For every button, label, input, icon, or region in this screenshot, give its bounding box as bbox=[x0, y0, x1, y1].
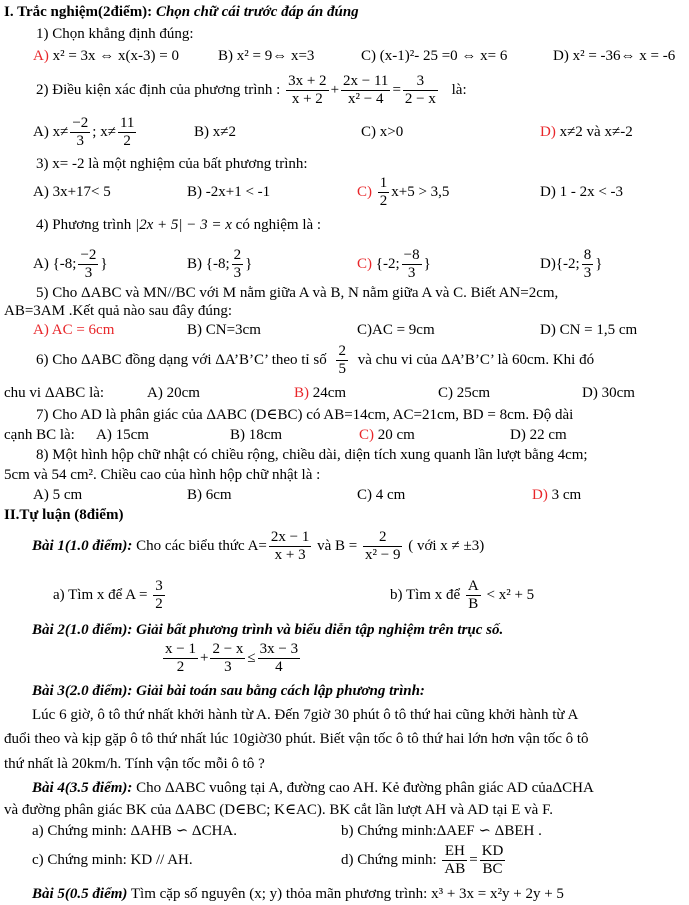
bai1-part-a bbox=[53, 573, 167, 617]
bai2-title: Bài 2(1.0 điểm): bbox=[32, 622, 133, 638]
bai1-a-num: 2x − 1 bbox=[270, 529, 310, 546]
q2-option-c: C) x>0 bbox=[361, 124, 404, 140]
bai2-inequality bbox=[161, 638, 302, 678]
q1-option-a bbox=[33, 47, 179, 65]
q2-f1-num: 3x + 2 bbox=[288, 73, 327, 90]
q2-fraction-3 bbox=[403, 73, 438, 108]
q6-num: 2 bbox=[338, 343, 346, 360]
q4-c-pre: {-2; bbox=[375, 256, 400, 272]
bai1-a-den: x + 3 bbox=[274, 547, 306, 564]
q6-option-c: C) 25cm bbox=[438, 385, 491, 401]
bai4-d-f1-num: EH bbox=[442, 843, 467, 861]
q6-option-d: D) 30cm bbox=[582, 385, 635, 401]
q2-a-f2-den: 2 bbox=[123, 133, 131, 150]
q4-c-den: 3 bbox=[407, 265, 416, 282]
q2-option-d-text: x≠2 và x≠-2 bbox=[559, 124, 633, 140]
q4-stem-post: có nghiệm là : bbox=[235, 217, 322, 233]
q8-option-c: C) 4 cm bbox=[357, 487, 406, 503]
bai2-f1 bbox=[163, 641, 198, 676]
bai1-pa-num: 3 bbox=[155, 578, 163, 595]
q1-option-b: B) x² = 9⇔ x=3 bbox=[218, 48, 315, 64]
bai4-p1: Cho ΔABC vuông tại A, đường cao AH. Kẻ đường phân giác AD củaΔCHA bbox=[136, 780, 594, 796]
bai1-cond: ( với x ≠ ±3) bbox=[408, 538, 485, 554]
bai3-text: Giải bài toán sau bằng cách lập phương trình: bbox=[136, 683, 425, 699]
bai1-mid: và B = bbox=[317, 538, 358, 554]
q3-c-num: 1 bbox=[379, 175, 388, 192]
bai2-plus: + bbox=[199, 650, 209, 666]
bai1-line bbox=[32, 524, 484, 568]
bai3-p3: thứ nhất là 20km/h. Tính vận tốc mỗi ô tô ? bbox=[4, 756, 265, 772]
bai1-pb-num: A bbox=[467, 578, 479, 595]
bai4-part-c: c) Chứng minh: KD // AH. bbox=[32, 852, 193, 868]
bai4-d-f1-den: AB bbox=[444, 861, 466, 878]
q1-stem: 1) Chọn khẳng định đúng: bbox=[36, 26, 194, 42]
bai1-pb-post: < x² + 5 bbox=[486, 587, 535, 603]
q4-b-pre: B) {-8; bbox=[187, 256, 230, 272]
bai3-title: Bài 3(2.0 điểm): bbox=[32, 683, 133, 699]
q4-a-den: 3 bbox=[84, 265, 93, 282]
q5-stem-2: AB=3AM .Kết quả nào sau đây đúng: bbox=[4, 303, 233, 319]
q6-line2: chu vi ΔABC là: bbox=[4, 385, 105, 401]
q6-den: 5 bbox=[338, 361, 346, 378]
bai4-part-d bbox=[341, 840, 507, 880]
bai1-b-frac bbox=[363, 529, 402, 564]
q3-stem: 3) x= -2 là một nghiệm của bất phương trình: bbox=[36, 156, 308, 172]
bai1-b-num: 2 bbox=[363, 529, 402, 547]
q4-d-den: 3 bbox=[583, 265, 592, 282]
q2-option-a-mid: ; x≠ bbox=[92, 124, 116, 140]
q7-stem-1: 7) Cho AD là phân giác của ΔABC (D∈BC) có AB=14cm, AC=21cm, BD = 8cm. Độ dài bbox=[36, 407, 574, 423]
q5-option-a: A) AC = 6cm bbox=[33, 322, 115, 338]
bai2-f2 bbox=[210, 641, 245, 676]
q2-option-a-frac2 bbox=[118, 115, 136, 150]
q2-option-d-letter: D) bbox=[540, 124, 556, 140]
bai4-d-f2 bbox=[480, 843, 506, 878]
q4-b-den: 3 bbox=[233, 265, 242, 282]
q2-a-f1-den: 3 bbox=[76, 133, 85, 150]
q3-option-c-letter: C) bbox=[357, 184, 372, 200]
bai4-d-f2-den: BC bbox=[482, 861, 503, 878]
q3-option-c-frac bbox=[378, 175, 390, 210]
q2-option-a-frac1 bbox=[70, 115, 90, 150]
q4-option-b bbox=[187, 244, 252, 284]
q6-option-a: A) 20cm bbox=[147, 385, 200, 401]
q2-option-d bbox=[540, 123, 633, 141]
bai1-pb-den: B bbox=[468, 596, 479, 613]
q4-option-c bbox=[357, 244, 431, 284]
q4-option-d bbox=[540, 244, 602, 284]
q4-c-num: −8 bbox=[403, 247, 420, 264]
q4-c-letter: C) bbox=[357, 256, 372, 272]
q4-a-frac bbox=[78, 247, 98, 282]
bai2-line bbox=[32, 621, 503, 639]
q2-stem: 2) Điều kiện xác định của phương trình : bbox=[36, 82, 281, 98]
q4-option-a bbox=[33, 244, 108, 284]
q7-option-c: C) 20 cm bbox=[359, 427, 415, 443]
bai5-title: Bài 5(0.5 điểm) bbox=[32, 886, 128, 902]
q6-ratio-frac bbox=[336, 343, 348, 378]
q5-stem-1: 5) Cho ΔABC và MN//BC với M nằm giữa A và B, N nằm giữa A và C. Biết AN=2cm, bbox=[36, 285, 559, 301]
q4-a-post: } bbox=[100, 256, 108, 272]
q4-stem-pre: 4) Phương trình bbox=[36, 217, 132, 233]
q3-option-a: A) 3x+17< 5 bbox=[33, 184, 111, 200]
bai4-d-f2-num: KD bbox=[481, 843, 504, 860]
bai1-a-frac bbox=[269, 529, 311, 564]
bai1-pa-den: 2 bbox=[155, 596, 163, 613]
q2-a-f1-num: −2 bbox=[72, 115, 89, 132]
q5-option-b: B) CN=3cm bbox=[187, 322, 261, 338]
q8-stem-2: 5cm và 54 cm². Chiều cao của hình hộp chữ nhật là : bbox=[4, 467, 321, 483]
part2-heading: II.Tự luận (8điểm) bbox=[4, 507, 124, 523]
q3-option-c-rest: x+5 > 3,5 bbox=[391, 184, 450, 200]
q4-c-frac bbox=[402, 247, 422, 282]
q2-equals: = bbox=[392, 82, 401, 98]
q1-option-a-text: x² = 3x ⇔ x(x-3) = 0 bbox=[52, 48, 179, 64]
bai2-f3-den: 4 bbox=[275, 659, 283, 676]
q4-a-num: −2 bbox=[80, 247, 97, 264]
q2-plus: + bbox=[330, 82, 340, 98]
q7-option-b: B) 18cm bbox=[230, 427, 283, 443]
bai1-pa-pre: a) Tìm x để A = bbox=[53, 587, 148, 603]
part1-heading: I. Trắc nghiệm(2điểm): bbox=[4, 4, 153, 20]
bai1-part-b bbox=[390, 573, 534, 617]
q2-f3-num: 3 bbox=[403, 73, 438, 91]
bai5-eq: x³ + 3x = x²y + 2y + 5 bbox=[431, 886, 564, 902]
q4-b-num: 2 bbox=[233, 247, 242, 264]
q5-option-c: C)AC = 9cm bbox=[357, 322, 435, 338]
q4-d-post: } bbox=[595, 256, 603, 272]
q3-option-d: D) 1 - 2x < -3 bbox=[540, 184, 624, 200]
bai4-p2: và đường phân giác BK của ΔABC (D∈BC; K∈AC). BK cắt lần lượt AH và AD tại E và F. bbox=[4, 802, 553, 818]
bai1-text: Cho các biểu thức A= bbox=[136, 538, 267, 554]
q6-option-b: B) 24cm bbox=[294, 385, 347, 401]
q1-option-d: D) x² = -36⇔ x = -6 bbox=[553, 48, 676, 64]
q2-a-f2-num: 11 bbox=[119, 115, 135, 132]
q1-option-c: C) (x-1)²- 25 =0 ⇔ x= 6 bbox=[361, 48, 508, 64]
q5-option-d: D) CN = 1,5 cm bbox=[540, 322, 638, 338]
bai5-line bbox=[32, 885, 564, 903]
q2-option-b: B) x≠2 bbox=[194, 124, 236, 140]
q1-option-a-letter: A) bbox=[33, 48, 49, 64]
bai2-le: ≤ bbox=[247, 650, 256, 666]
bai1-b-den: x² − 9 bbox=[364, 547, 401, 564]
bai2-text: Giải bất phương trình và biểu diễn tập nghiệm trên trục số. bbox=[136, 622, 504, 638]
bai2-f1-den: 2 bbox=[176, 659, 185, 676]
bai2-f2-den: 3 bbox=[224, 659, 232, 676]
q4-d-num: 8 bbox=[583, 247, 592, 264]
q2-tail: là: bbox=[451, 82, 467, 98]
q8-stem-1: 8) Một hình hộp chữ nhật có chiều rộng, chiều dài, diện tích xung quanh lần lượt bằng 4cm; bbox=[36, 447, 588, 463]
bai3-p1: Lúc 6 giờ, ô tô thứ nhất khởi hành từ A. Đến 7giờ 30 phút ô tô thứ hai cũng khởi hành từ A bbox=[32, 707, 579, 723]
bai4-part-b: b) Chứng minh:ΔAEF ∽ ΔBEH . bbox=[341, 823, 542, 839]
bai1-pb-frac bbox=[466, 578, 481, 613]
bai2-f1-num: x − 1 bbox=[165, 641, 196, 658]
q6-stem-pre: 6) Cho ΔABC đồng dạng với ΔA’B’C’ theo tỉ số bbox=[36, 352, 327, 368]
q2-fraction-1 bbox=[286, 73, 328, 108]
q4-d-pre: D){-2; bbox=[540, 256, 580, 272]
bai4-title: Bài 4(3.5 điểm): bbox=[32, 780, 133, 796]
bai4-d-pre: d) Chứng minh: bbox=[341, 852, 437, 868]
part1-instruction: Chọn chữ cái trước đáp án đúng bbox=[155, 4, 359, 20]
q4-b-post: } bbox=[245, 256, 253, 272]
q8-option-b: B) 6cm bbox=[187, 487, 232, 503]
bai4-d-f1 bbox=[442, 843, 467, 878]
q8-option-d: D) 3 cm bbox=[532, 487, 582, 503]
bai2-f3 bbox=[258, 641, 300, 676]
bai1-pa-frac bbox=[153, 578, 165, 613]
q3-option-b: B) -2x+1 < -1 bbox=[187, 184, 271, 200]
q2-option-a bbox=[33, 112, 138, 152]
q4-d-frac bbox=[582, 247, 594, 282]
bai2-f2-num: 2 − x bbox=[212, 641, 244, 658]
bai2-f3-num: 3x − 3 bbox=[259, 641, 299, 658]
q7-line2: cạnh BC là: bbox=[4, 427, 75, 443]
q4-stem-line bbox=[36, 216, 321, 234]
q2-f1-den: x + 2 bbox=[291, 91, 323, 108]
q8-option-a: A) 5 cm bbox=[33, 487, 83, 503]
bai3-line bbox=[32, 682, 425, 700]
q4-a-pre: A) {-8; bbox=[33, 256, 77, 272]
bai1-pb-pre: b) Tìm x để bbox=[390, 587, 461, 603]
bai4-part-a: a) Chứng minh: ΔAHB ∽ ΔCHA. bbox=[32, 823, 237, 839]
q6-stem-post: và chu vi của ΔA’B’C’ là 60cm. Khi đó bbox=[357, 352, 595, 368]
bai1-title: Bài 1(1.0 điểm): bbox=[32, 538, 133, 554]
q2-fraction-2 bbox=[341, 73, 390, 108]
q7-option-d: D) 22 cm bbox=[510, 427, 567, 443]
q6-stem-line bbox=[36, 340, 594, 380]
q2-f3-den: 2 − x bbox=[404, 91, 436, 108]
bai4-d-eq: = bbox=[469, 852, 478, 868]
q3-c-den: 2 bbox=[379, 193, 388, 210]
q4-b-frac bbox=[232, 247, 244, 282]
q3-option-c bbox=[357, 172, 449, 212]
part1-heading-line bbox=[4, 3, 359, 21]
bai3-p2: đuổi theo và kịp gặp ô tô thứ nhất lúc 10giờ30 phút. Biết vận tốc ô tô thứ hai lớn hơn vận tốc ô tô bbox=[4, 731, 589, 747]
q7-option-a: A) 15cm bbox=[96, 427, 149, 443]
q4-c-post: } bbox=[423, 256, 431, 272]
bai5-text: Tìm cặp số nguyên (x; y) thỏa mãn phương trình: bbox=[130, 886, 428, 902]
q4-stem-expr: |2x + 5| − 3 = x bbox=[134, 217, 232, 233]
bai4-line bbox=[32, 779, 594, 797]
q2-option-a-pre: A) x≠ bbox=[33, 124, 69, 140]
q2-f2-den: x² − 4 bbox=[348, 91, 384, 108]
q2-f2-num: 2x − 11 bbox=[343, 73, 389, 90]
q2-stem-line bbox=[36, 68, 467, 112]
